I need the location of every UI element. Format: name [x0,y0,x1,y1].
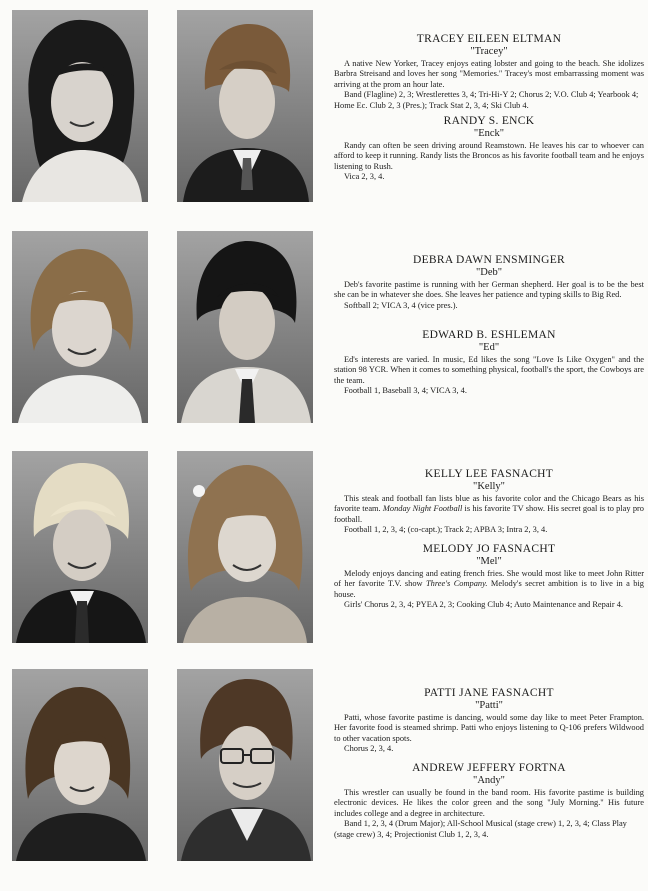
student-activities: Band (Flagline) 2, 3; Wrestlerettes 3, 4; Tri-Hi-Y 2; Chorus 2; V.O. Club 4; Yearbook 4; Home Ec. Club 2, 3 (Pres.); Track Stat 2, 3, 4; Ski Club 4. [334,90,639,110]
student-entry [334,762,644,840]
portrait-andrew-fortna [177,669,313,861]
student-entry [334,543,644,611]
portrait-image [12,451,148,643]
student-bio [334,494,644,525]
student-bio: Deb's favorite pastime is running with her German shepherd. Her goal is to be the best she can be in whatever she does. She leaves her patience and typing skills to Big Red. [334,280,644,300]
student-activities: Softball 2; VICA 3, 4 (vice pres.). [344,300,458,310]
student-entry [334,33,644,111]
portrait-image [12,669,148,861]
student-activities: Football 1, Baseball 3, 4; VICA 3, 4. [344,386,467,396]
student-name: KELLY LEE FASNACHT [424,468,554,480]
student-name: RANDY S. ENCK [443,115,535,127]
student-name: EDWARD B. ESHLEMAN [422,329,556,341]
portrait-image [177,10,313,202]
student-nickname: "Tracey" [470,46,508,57]
student-activities: Girls' Chorus 2, 3, 4; PYEA 2, 3; Cooking Club 4; Auto Maintenance and Repair 4. [344,600,624,610]
student-nickname: "Ed" [478,342,500,353]
bio-text: Melody enjoys dancing and eating french fries. She would most like to meet John Ritter of her favorite T.V. show [334,569,644,589]
portrait-image [12,231,148,423]
portrait-patti-fasnacht [12,669,148,861]
student-entry [334,468,644,536]
bio-tv-show: Three's Company. [426,579,488,589]
portrait-edward-eshleman [177,231,313,423]
student-activities: Chorus 2, 3, 4. [344,744,394,754]
student-name: MELODY JO FASNACHT [422,543,556,555]
bio-text: is his favorite TV show. His secret goal is to play pro football. [334,504,644,524]
student-entry [334,254,644,311]
portrait-melody-fasnacht [177,451,313,643]
portrait-image [177,451,313,643]
student-nickname: "Andy" [473,775,505,786]
portrait-kelly-fasnacht [12,451,148,643]
bio-tv-show: Monday Night Football [382,504,463,514]
student-activities: Band 1, 2, 3, 4 (Drum Major); All-School Musical (stage crew) 1, 2, 3, 4; Class Play (stage crew) 3, 4; Projectionist Club 1, 2, 3, 4. [334,819,627,839]
student-entry [334,687,644,755]
portrait-debra-ensminger [12,231,148,423]
student-nickname: "Enck" [473,128,505,139]
student-name: TRACEY EILEEN ELTMAN [416,33,562,45]
portrait-tracey-eltman [12,10,148,202]
bio-text: This steak and football fan lists blue as his favorite color and the Chicago Bears as his favorite team. [334,494,644,514]
student-nickname: "Deb" [475,267,503,278]
bio-text: Melody's secret ambition is to live in a big house. [334,579,644,599]
portrait-image [177,669,313,861]
student-nickname: "Patti" [475,700,503,711]
portrait-randy-enck [177,10,313,202]
student-bio: A native New Yorker, Tracey enjoys eating lobster and going to the beach. She idolizes Barbra Streisand and loves her song "Memories." Tracey's most embarrassing moment was arriving at the prom an hour late. [334,59,644,89]
student-activities: Football 1, 2, 3, 4; (co-capt.); Track 2; APBA 3; Intra 2, 3, 4. [344,525,548,535]
student-bio: Randy can often be seen driving around Reamstown. He leaves his car to whoever can afford to keep it running. Randy lists the Broncos as his favorite football team and he enjoys listening to Rush. [334,141,644,171]
portrait-image [12,10,148,202]
student-activities: Vica 2, 3, 4. [344,172,385,182]
student-entry [334,115,644,183]
student-entry [334,329,644,397]
student-bio: Ed's interests are varied. In music, Ed likes the song "Love Is Like Oxygen" and the station 98 YCR. When it comes to something physical, football's the sport, the Cowboys are the team. [334,355,644,385]
student-name: DEBRA DAWN ENSMINGER [412,254,566,266]
student-bio: This wrestler can usually be found in the band room. His favorite pastime is building electronic devices. He likes the color green and the song "July Morning." His future includes college and a degree in architecture. [334,788,644,818]
student-name: ANDREW JEFFERY FORTNA [412,762,566,774]
student-nickname: "Mel" [476,556,502,567]
student-bio [334,569,644,600]
student-nickname: "Kelly" [473,481,505,492]
portrait-image [177,231,313,423]
student-bio: Patti, whose favorite pastime is dancing, would some day like to meet Peter Frampton. Her favorite food is steamed shrimp. Patti who enjoys listening to Q-106 prefers Wildwood to other vacation spots. [334,713,644,743]
student-name: PATTI JANE FASNACHT [424,687,554,699]
